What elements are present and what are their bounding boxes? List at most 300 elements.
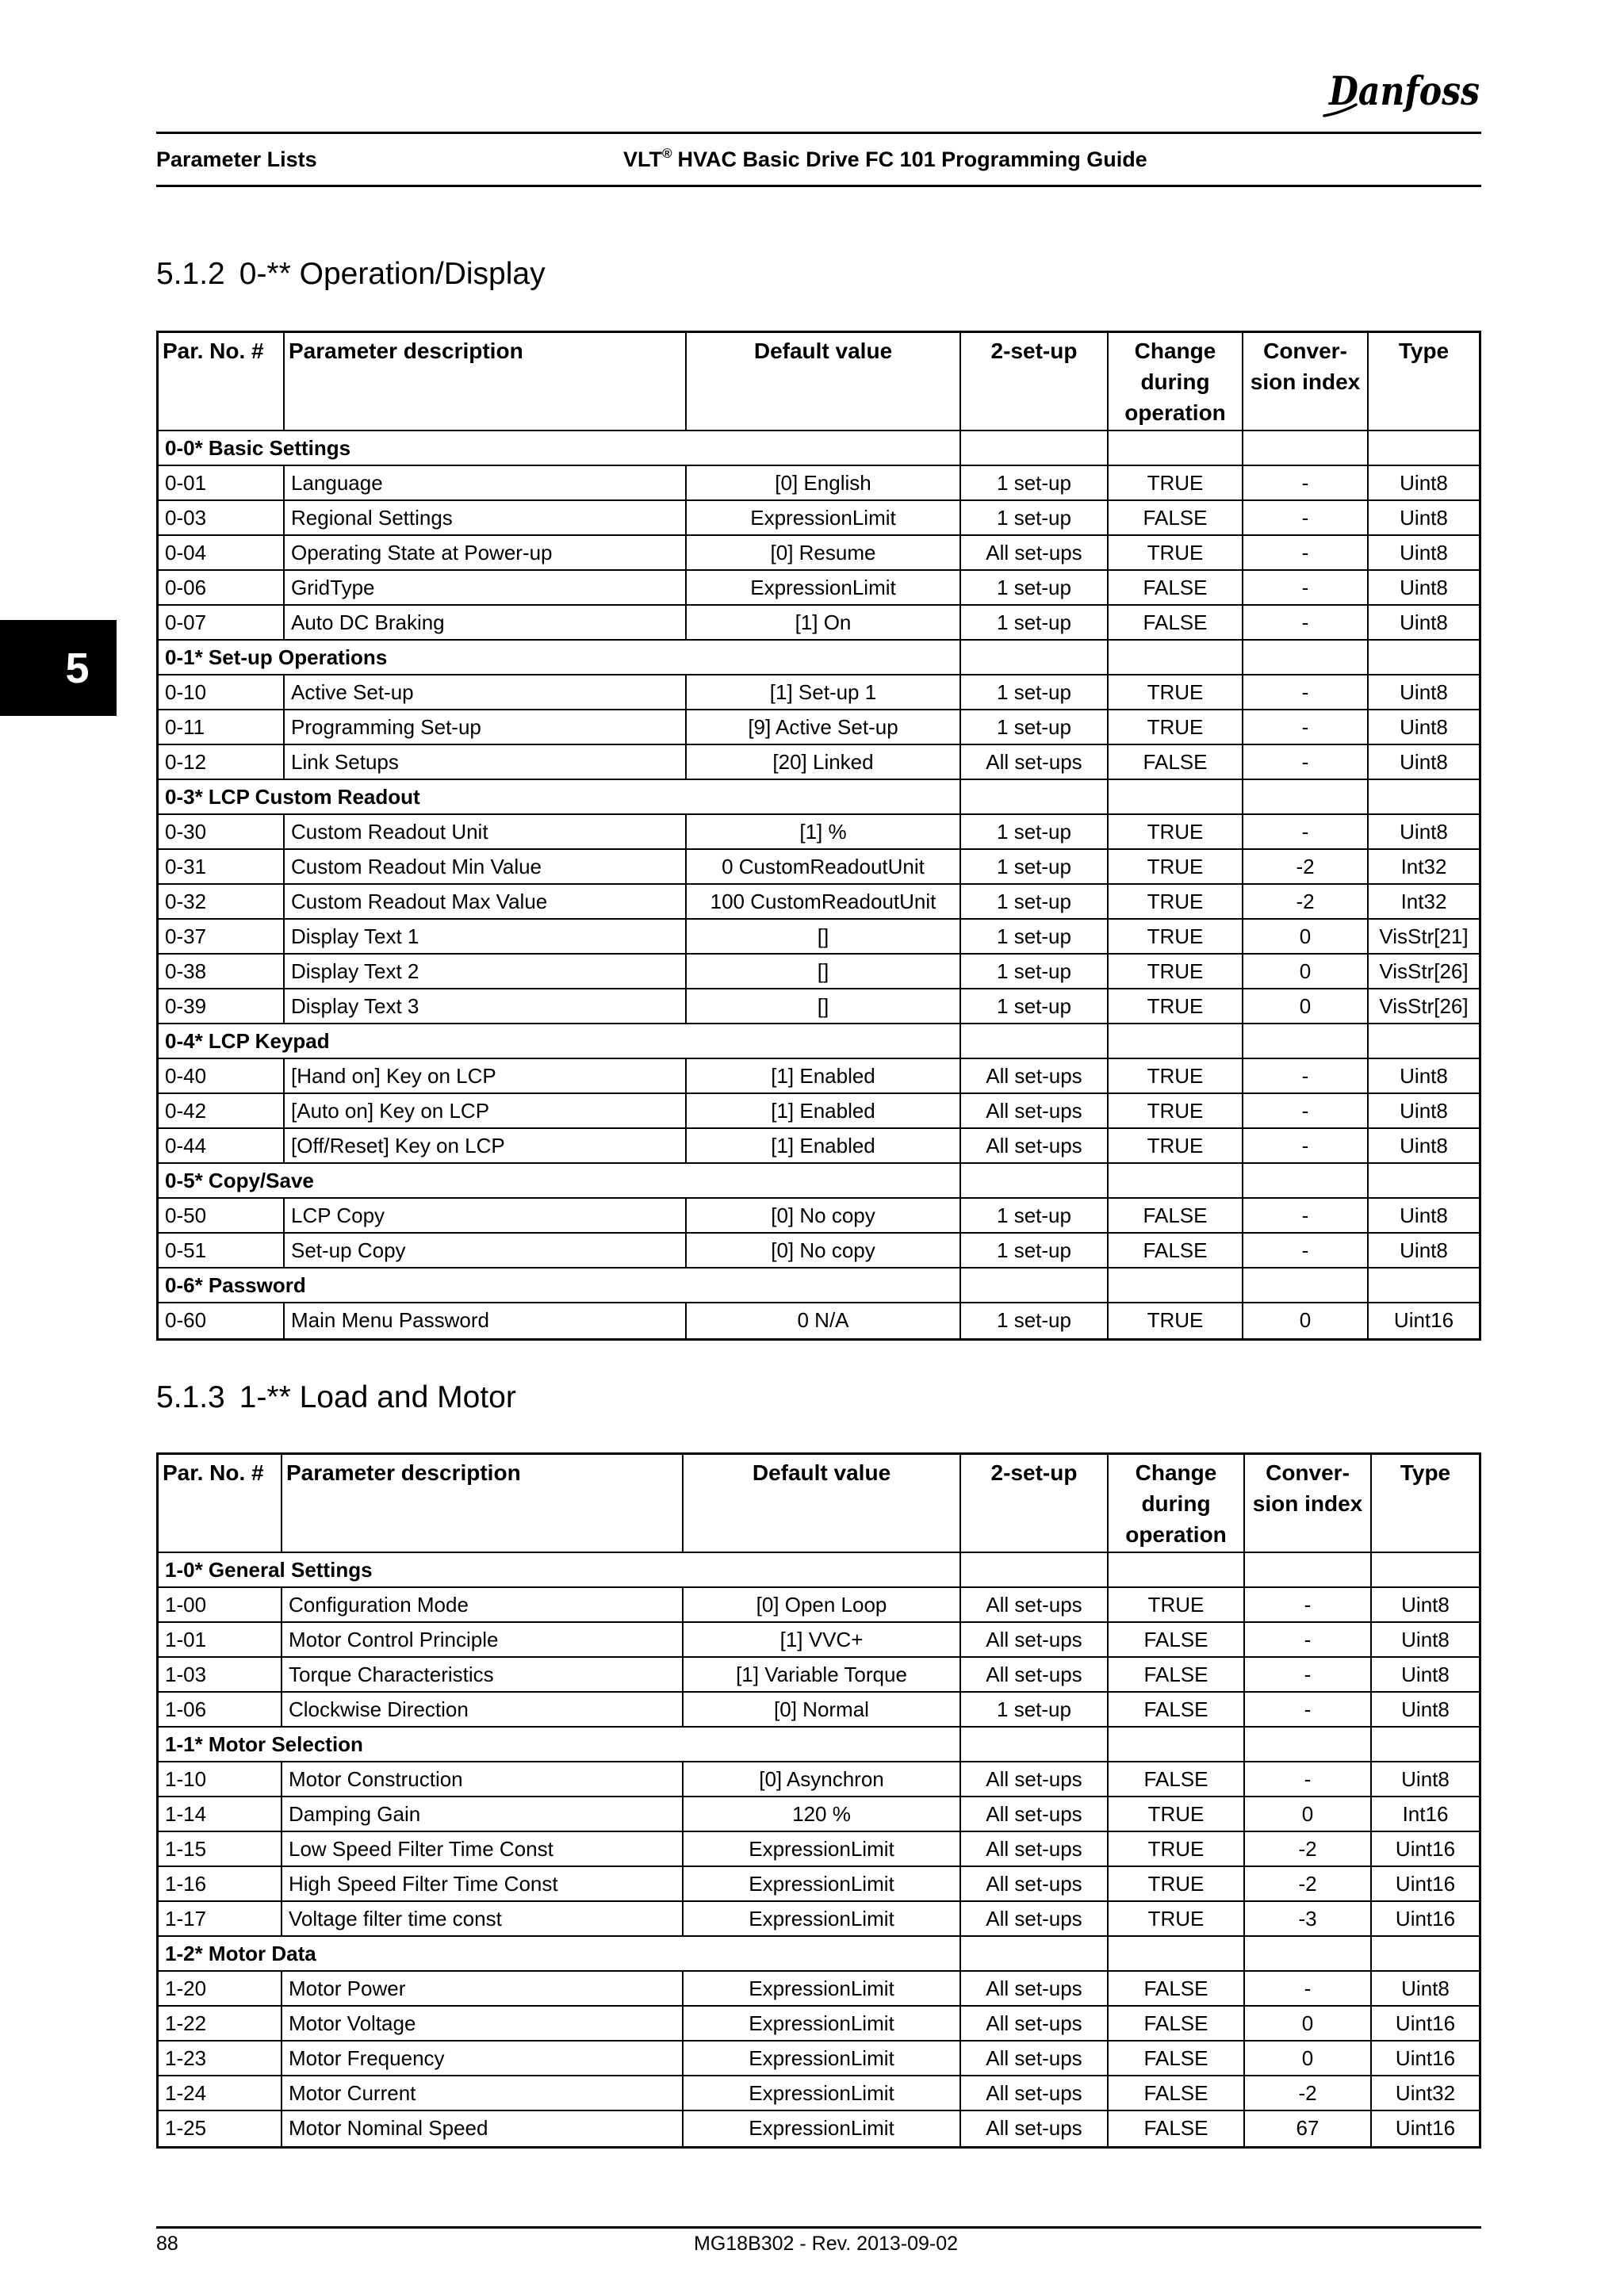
column-header-type: Type: [1398, 339, 1450, 363]
registered-trademark: ®: [662, 146, 672, 161]
par-no-cell: 1-14: [159, 1797, 282, 1831]
default-value-cell: [1] %: [687, 815, 961, 848]
description-cell: Motor Construction: [282, 1762, 684, 1796]
default-value-cell: [1] Enabled: [687, 1094, 961, 1127]
default-value-cell: []: [687, 989, 961, 1023]
empty-cell: [1243, 1269, 1369, 1302]
default-value-cell: ExpressionLimit: [684, 1832, 961, 1866]
default-value-cell: 120 %: [684, 1797, 961, 1831]
group-row: [159, 1937, 1479, 1972]
default-value-cell: [0] Open Loop: [684, 1588, 961, 1621]
type-cell: Uint32: [1395, 2081, 1456, 2105]
conversion-index-cell: -2: [1243, 850, 1369, 883]
group-row: [159, 1269, 1479, 1303]
conversion-index-cell: -: [1245, 1762, 1372, 1796]
par-no-cell: 0-07: [159, 606, 285, 639]
type-cell: Uint8: [1400, 1238, 1448, 1262]
section-number: 5.1.2: [156, 257, 225, 291]
change-during-operation-cell: FALSE: [1109, 606, 1243, 639]
empty-cell: [1243, 431, 1369, 465]
conversion-index-cell: -2: [1245, 1867, 1372, 1900]
par-no-cell: 0-50: [159, 1199, 285, 1232]
set-up-cell: 1 set-up: [961, 989, 1109, 1023]
change-during-operation-cell: FALSE: [1109, 501, 1243, 534]
type-cell: Uint16: [1395, 2116, 1456, 2140]
conversion-index-cell: 67: [1245, 2111, 1372, 2146]
table-body: [159, 431, 1479, 1338]
set-up-cell: All set-ups: [961, 1129, 1109, 1162]
par-no-cell: 1-17: [159, 1902, 282, 1935]
change-during-operation-cell: FALSE: [1109, 1623, 1245, 1656]
set-up-cell: 1 set-up: [961, 815, 1109, 848]
change-during-operation-cell: FALSE: [1109, 1762, 1245, 1796]
default-value-cell: [0] Asynchron: [684, 1762, 961, 1796]
description-cell: LCP Copy: [285, 1199, 687, 1232]
empty-cell: [1245, 1937, 1372, 1970]
group-row: [159, 1024, 1479, 1059]
description-cell: Damping Gain: [282, 1797, 684, 1831]
change-during-operation-cell: FALSE: [1109, 1199, 1243, 1232]
par-no-cell: 0-39: [159, 989, 285, 1023]
par-no-cell: 0-44: [159, 1129, 285, 1162]
change-during-operation-cell: TRUE: [1109, 1797, 1245, 1831]
change-during-operation-cell: FALSE: [1109, 571, 1243, 604]
type-cell: Uint8: [1401, 1628, 1450, 1651]
empty-cell: [1109, 641, 1243, 674]
table-row: [159, 606, 1479, 641]
empty-cell: [1245, 1728, 1372, 1761]
empty-cell: [1109, 1164, 1243, 1197]
description-cell: Set-up Copy: [285, 1234, 687, 1267]
description-cell: Display Text 2: [285, 955, 687, 988]
column-header-default-value: Default value: [687, 333, 961, 430]
set-up-cell: All set-ups: [961, 745, 1109, 779]
table-row: [159, 989, 1479, 1024]
type-cell: Uint8: [1400, 576, 1448, 599]
type-cell: Uint8: [1400, 610, 1448, 634]
set-up-cell: 1 set-up: [961, 1199, 1109, 1232]
type-cell: Int32: [1400, 855, 1447, 878]
conversion-index-cell: -: [1243, 536, 1369, 569]
type-cell: Uint8: [1400, 471, 1448, 495]
danfoss-logo: [1321, 62, 1484, 122]
column-header-set-up: 2-set-up: [961, 333, 1109, 430]
chapter-number: 5: [65, 644, 90, 692]
description-cell: Motor Voltage: [282, 2007, 684, 2040]
set-up-cell: All set-ups: [961, 2007, 1109, 2040]
par-no-cell: 0-06: [159, 571, 285, 604]
type-cell: Uint8: [1401, 1593, 1450, 1617]
par-no-cell: 1-00: [159, 1588, 282, 1621]
set-up-cell: All set-ups: [961, 1623, 1109, 1656]
empty-cell: [1369, 1269, 1479, 1302]
empty-cell: [1243, 1024, 1369, 1058]
group-row: [159, 641, 1479, 675]
default-value-cell: ExpressionLimit: [684, 1867, 961, 1900]
set-up-cell: 1 set-up: [961, 571, 1109, 604]
par-no-cell: 1-15: [159, 1832, 282, 1866]
set-up-cell: All set-ups: [961, 2111, 1109, 2146]
type-cell: Uint8: [1401, 1976, 1450, 2000]
empty-cell: [1372, 1728, 1479, 1761]
group-label: 1-2* Motor Data: [159, 1937, 961, 1970]
group-label: 0-4* LCP Keypad: [159, 1024, 961, 1058]
table-row: [159, 920, 1479, 955]
type-cell: Uint8: [1400, 820, 1448, 844]
par-no-cell: 0-10: [159, 675, 285, 709]
table-row: [159, 1059, 1479, 1094]
set-up-cell: 1 set-up: [961, 1303, 1109, 1338]
set-up-cell: All set-ups: [961, 1902, 1109, 1935]
load-and-motor-parameter-table: [156, 1452, 1481, 2149]
type-cell: Uint8: [1400, 541, 1448, 564]
table-row: [159, 536, 1479, 571]
set-up-cell: 1 set-up: [961, 675, 1109, 709]
empty-cell: [961, 1164, 1109, 1197]
empty-cell: [1243, 780, 1369, 813]
conversion-index-cell: -: [1245, 1658, 1372, 1691]
default-value-cell: ExpressionLimit: [684, 1902, 961, 1935]
par-no-cell: 1-10: [159, 1762, 282, 1796]
type-cell: Uint16: [1395, 1837, 1456, 1861]
par-no-cell: 1-03: [159, 1658, 282, 1691]
column-header-description: Parameter description: [282, 1455, 684, 1552]
operation-display-parameter-table: [156, 331, 1481, 1341]
type-cell: VisStr[21]: [1379, 924, 1469, 948]
type-cell: Uint8: [1400, 1134, 1448, 1158]
par-no-cell: 0-37: [159, 920, 285, 953]
conversion-index-cell: -: [1243, 501, 1369, 534]
type-cell: Uint16: [1395, 2011, 1456, 2035]
column-header-par-no: Par. No. #: [159, 333, 285, 430]
empty-cell: [1372, 1553, 1479, 1586]
type-cell: Uint8: [1400, 680, 1448, 704]
description-cell: Motor Frequency: [282, 2042, 684, 2075]
conversion-index-cell: -2: [1245, 2076, 1372, 2110]
description-cell: Link Setups: [285, 745, 687, 779]
type-cell: Uint8: [1400, 1099, 1448, 1123]
empty-cell: [1369, 780, 1479, 813]
description-cell: [Auto on] Key on LCP: [285, 1094, 687, 1127]
set-up-cell: 1 set-up: [961, 955, 1109, 988]
set-up-cell: 1 set-up: [961, 885, 1109, 918]
change-during-operation-cell: TRUE: [1109, 675, 1243, 709]
description-cell: [Off/Reset] Key on LCP: [285, 1129, 687, 1162]
table-row: [159, 1129, 1479, 1164]
document-revision: MG18B302 - Rev. 2013-09-02: [694, 2233, 959, 2255]
default-value-cell: [1] Set-up 1: [687, 675, 961, 709]
conversion-index-cell: -: [1243, 1199, 1369, 1232]
table-row: [159, 1623, 1479, 1658]
column-header-par-no: Par. No. #: [159, 1455, 282, 1552]
empty-cell: [1109, 431, 1243, 465]
par-no-cell: 1-23: [159, 2042, 282, 2075]
table-row: [159, 2042, 1479, 2076]
set-up-cell: All set-ups: [961, 2042, 1109, 2075]
conversion-index-cell: 0: [1245, 2007, 1372, 2040]
group-label: 1-0* General Settings: [159, 1553, 961, 1586]
conversion-index-cell: 0: [1245, 2042, 1372, 2075]
default-value-cell: [9] Active Set-up: [687, 710, 961, 744]
empty-cell: [1109, 1728, 1245, 1761]
table-row: [159, 675, 1479, 710]
default-value-cell: ExpressionLimit: [684, 2007, 961, 2040]
change-during-operation-cell: TRUE: [1109, 1902, 1245, 1935]
table-row: [159, 1658, 1479, 1693]
par-no-cell: 0-51: [159, 1234, 285, 1267]
table-row: [159, 571, 1479, 606]
set-up-cell: All set-ups: [961, 1588, 1109, 1621]
par-no-cell: 0-60: [159, 1303, 285, 1338]
table-body: [159, 1553, 1479, 2146]
default-value-cell: [1] Enabled: [687, 1129, 961, 1162]
group-row: [159, 1553, 1479, 1588]
table-row: [159, 710, 1479, 745]
table-row: [159, 2111, 1479, 2146]
change-during-operation-cell: FALSE: [1109, 2076, 1245, 2110]
par-no-cell: 0-31: [159, 850, 285, 883]
table-row: [159, 1832, 1479, 1867]
group-row: [159, 780, 1479, 815]
empty-cell: [1109, 1553, 1245, 1586]
set-up-cell: All set-ups: [961, 2076, 1109, 2110]
type-cell: VisStr[26]: [1379, 959, 1469, 983]
column-header-type: Type: [1400, 1460, 1451, 1485]
par-no-cell: 1-16: [159, 1867, 282, 1900]
group-label: 0-1* Set-up Operations: [159, 641, 961, 674]
set-up-cell: All set-ups: [961, 1059, 1109, 1093]
set-up-cell: All set-ups: [961, 1867, 1109, 1900]
type-cell: Uint8: [1400, 1203, 1448, 1227]
description-cell: Motor Current: [282, 2076, 684, 2110]
description-cell: High Speed Filter Time Const: [282, 1867, 684, 1900]
conversion-index-cell: -2: [1245, 1832, 1372, 1866]
default-value-cell: [0] No copy: [687, 1199, 961, 1232]
set-up-cell: All set-ups: [961, 1658, 1109, 1691]
description-cell: Motor Power: [282, 1972, 684, 2005]
description-cell: Custom Readout Max Value: [285, 885, 687, 918]
section-number: 5.1.3: [156, 1380, 225, 1414]
description-cell: Main Menu Password: [285, 1303, 687, 1338]
default-value-cell: ExpressionLimit: [687, 501, 961, 534]
default-value-cell: ExpressionLimit: [684, 2111, 961, 2146]
conversion-index-cell: -: [1243, 571, 1369, 604]
table-row: [159, 1199, 1479, 1234]
type-cell: Uint16: [1395, 2046, 1456, 2070]
change-during-operation-cell: TRUE: [1109, 1129, 1243, 1162]
empty-cell: [961, 1937, 1109, 1970]
type-cell: Uint8: [1400, 750, 1448, 774]
table-row: [159, 1693, 1479, 1728]
description-cell: Configuration Mode: [282, 1588, 684, 1621]
table-row: [159, 745, 1479, 780]
set-up-cell: 1 set-up: [961, 606, 1109, 639]
empty-cell: [1372, 1937, 1479, 1970]
type-cell: Uint16: [1393, 1308, 1454, 1332]
table-row: [159, 1588, 1479, 1623]
column-header-conversion-index: Conver- sion index: [1245, 1455, 1372, 1552]
conversion-index-cell: -: [1243, 1234, 1369, 1267]
table-header-row: [159, 333, 1479, 431]
default-value-cell: ExpressionLimit: [684, 2042, 961, 2075]
conversion-index-cell: -3: [1245, 1902, 1372, 1935]
table-row: [159, 815, 1479, 850]
header-rule-top: [156, 132, 1481, 134]
description-cell: Programming Set-up: [285, 710, 687, 744]
description-cell: Display Text 1: [285, 920, 687, 953]
description-cell: Voltage filter time const: [282, 1902, 684, 1935]
description-cell: Torque Characteristics: [282, 1658, 684, 1691]
section-title: 1-** Load and Motor: [239, 1380, 516, 1414]
default-value-cell: ExpressionLimit: [684, 2076, 961, 2110]
empty-cell: [1369, 431, 1479, 465]
change-during-operation-cell: TRUE: [1109, 1832, 1245, 1866]
par-no-cell: 0-32: [159, 885, 285, 918]
conversion-index-cell: -: [1243, 1094, 1369, 1127]
par-no-cell: 0-40: [159, 1059, 285, 1093]
description-cell: [Hand on] Key on LCP: [285, 1059, 687, 1093]
table-row: [159, 1762, 1479, 1797]
set-up-cell: 1 set-up: [961, 501, 1109, 534]
set-up-cell: 1 set-up: [961, 920, 1109, 953]
set-up-cell: All set-ups: [961, 1762, 1109, 1796]
guide-title: HVAC Basic Drive FC 101 Programming Guide: [677, 147, 1147, 171]
description-cell: Custom Readout Min Value: [285, 850, 687, 883]
table-row: [159, 1972, 1479, 2007]
change-during-operation-cell: TRUE: [1109, 710, 1243, 744]
description-cell: Clockwise Direction: [282, 1693, 684, 1726]
conversion-index-cell: -: [1245, 1623, 1372, 1656]
par-no-cell: 0-04: [159, 536, 285, 569]
column-header-change-during-operation: Change during operation: [1109, 1455, 1245, 1552]
default-value-cell: [1] On: [687, 606, 961, 639]
empty-cell: [1243, 641, 1369, 674]
set-up-cell: All set-ups: [961, 1972, 1109, 2005]
conversion-index-cell: -: [1243, 815, 1369, 848]
par-no-cell: 1-20: [159, 1972, 282, 2005]
empty-cell: [1109, 1937, 1245, 1970]
default-value-cell: [1] VVC+: [684, 1623, 961, 1656]
conversion-index-cell: -: [1245, 1693, 1372, 1726]
change-during-operation-cell: TRUE: [1109, 885, 1243, 918]
default-value-cell: [0] English: [687, 466, 961, 499]
type-cell: Int16: [1402, 1802, 1449, 1826]
default-value-cell: 0 CustomReadoutUnit: [687, 850, 961, 883]
type-cell: Uint8: [1400, 1064, 1448, 1088]
section-title: 0-** Operation/Display: [239, 257, 546, 291]
type-cell: Int32: [1400, 890, 1447, 913]
empty-cell: [1369, 1164, 1479, 1197]
empty-cell: [1109, 1269, 1243, 1302]
set-up-cell: All set-ups: [961, 1094, 1109, 1127]
change-during-operation-cell: FALSE: [1109, 2042, 1245, 2075]
chapter-tab: [0, 620, 117, 716]
conversion-index-cell: -: [1243, 466, 1369, 499]
set-up-cell: 1 set-up: [961, 1234, 1109, 1267]
table-row: [159, 2007, 1479, 2042]
change-during-operation-cell: TRUE: [1109, 850, 1243, 883]
table-row: [159, 850, 1479, 885]
table-row: [159, 1867, 1479, 1902]
empty-cell: [961, 1024, 1109, 1058]
par-no-cell: 0-12: [159, 745, 285, 779]
group-label: 1-1* Motor Selection: [159, 1728, 961, 1761]
type-cell: VisStr[26]: [1379, 994, 1469, 1018]
description-cell: GridType: [285, 571, 687, 604]
par-no-cell: 1-24: [159, 2076, 282, 2110]
par-no-cell: 1-06: [159, 1693, 282, 1726]
change-during-operation-cell: TRUE: [1109, 920, 1243, 953]
description-cell: Auto DC Braking: [285, 606, 687, 639]
default-value-cell: []: [687, 920, 961, 953]
table-row: [159, 1094, 1479, 1129]
conversion-index-cell: 0: [1243, 1303, 1369, 1338]
par-no-cell: 1-22: [159, 2007, 282, 2040]
change-during-operation-cell: TRUE: [1109, 466, 1243, 499]
default-value-cell: [1] Variable Torque: [684, 1658, 961, 1691]
change-during-operation-cell: FALSE: [1109, 2111, 1245, 2146]
empty-cell: [961, 641, 1109, 674]
section-heading: [156, 256, 546, 293]
table-row: [159, 466, 1479, 501]
group-label: 0-5* Copy/Save: [159, 1164, 961, 1197]
par-no-cell: 1-25: [159, 2111, 282, 2146]
change-during-operation-cell: TRUE: [1109, 1303, 1243, 1338]
column-header-change-during-operation: Change during operation: [1109, 333, 1243, 430]
conversion-index-cell: -2: [1243, 885, 1369, 918]
description-cell: Active Set-up: [285, 675, 687, 709]
table-row: [159, 1303, 1479, 1338]
par-no-cell: 0-01: [159, 466, 285, 499]
default-value-cell: [0] No copy: [687, 1234, 961, 1267]
set-up-cell: 1 set-up: [961, 466, 1109, 499]
table-row: [159, 2076, 1479, 2111]
conversion-index-cell: -: [1243, 745, 1369, 779]
description-cell: Custom Readout Unit: [285, 815, 687, 848]
running-header-title: [623, 146, 1147, 173]
conversion-index-cell: 0: [1243, 989, 1369, 1023]
empty-cell: [961, 1553, 1109, 1586]
empty-cell: [961, 431, 1109, 465]
change-during-operation-cell: FALSE: [1109, 1658, 1245, 1691]
change-during-operation-cell: FALSE: [1109, 745, 1243, 779]
type-cell: Uint8: [1401, 1663, 1450, 1686]
description-cell: Low Speed Filter Time Const: [282, 1832, 684, 1866]
empty-cell: [1369, 1024, 1479, 1058]
group-row: [159, 1164, 1479, 1199]
conversion-index-cell: 0: [1243, 920, 1369, 953]
change-during-operation-cell: FALSE: [1109, 1972, 1245, 2005]
type-cell: Uint8: [1401, 1697, 1450, 1721]
default-value-cell: ExpressionLimit: [687, 571, 961, 604]
change-during-operation-cell: TRUE: [1109, 536, 1243, 569]
par-no-cell: 0-03: [159, 501, 285, 534]
change-during-operation-cell: TRUE: [1109, 1094, 1243, 1127]
description-cell: Motor Control Principle: [282, 1623, 684, 1656]
conversion-index-cell: -: [1243, 710, 1369, 744]
default-value-cell: [0] Resume: [687, 536, 961, 569]
description-cell: Motor Nominal Speed: [282, 2111, 684, 2146]
logo-wordmark: Danfoss: [1327, 67, 1480, 114]
group-label: 0-3* LCP Custom Readout: [159, 780, 961, 813]
conversion-index-cell: -: [1243, 675, 1369, 709]
conversion-index-cell: -: [1245, 1972, 1372, 2005]
default-value-cell: [1] Enabled: [687, 1059, 961, 1093]
group-row: [159, 1728, 1479, 1762]
type-cell: Uint16: [1395, 1872, 1456, 1896]
empty-cell: [1243, 1164, 1369, 1197]
conversion-index-cell: -: [1243, 606, 1369, 639]
